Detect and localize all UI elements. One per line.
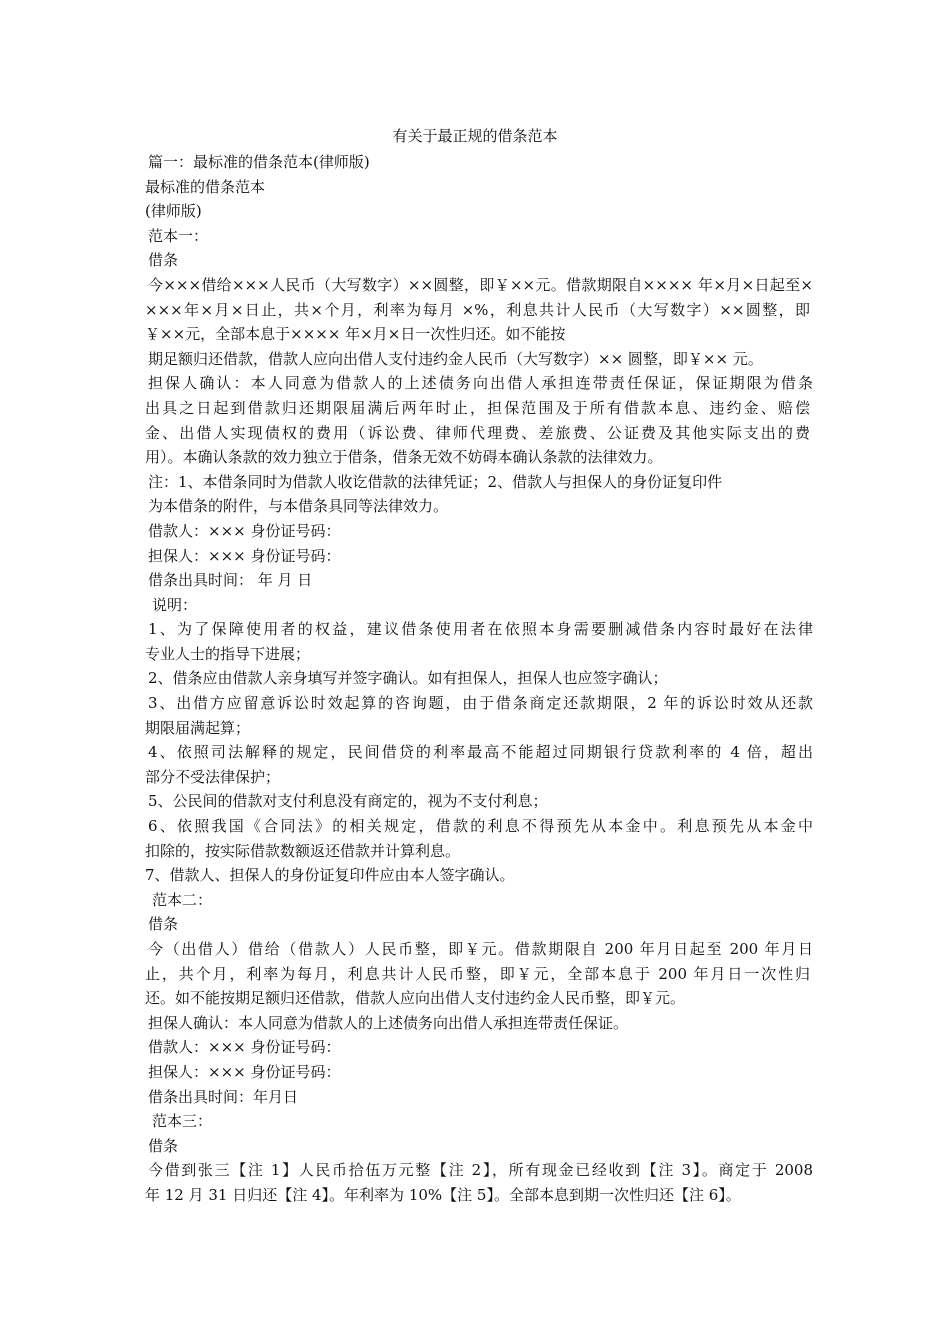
text-line: 借条: [148, 1136, 179, 1155]
text-line: 担保人确认：本人同意为借款人的上述债务向出借人承担连带责任保证。: [148, 1013, 629, 1032]
document-title: 有关于最正规的借条范本: [392, 127, 558, 145]
text-line: 止，共个月，利率为每月，利息共计人民币整，即￥元，全部本息于 200 年月日一次性归: [145, 964, 810, 983]
text-line: 2、借条应由借款人亲身填写并签字确认。如有担保人，担保人也应签字确认；: [148, 669, 668, 688]
text-line: 5、公民间的借款对支付利息没有商定的，视为不支付利息；: [148, 792, 548, 811]
text-line: 借条出具时间：年月日: [148, 1087, 299, 1106]
text-line: 1、为了保障使用者的权益，建议借条使用者在依照本身需要删减借条内容时最好在法律: [148, 620, 813, 639]
text-line: 范本一：: [148, 226, 209, 245]
text-line: 期足额归还借款，借款人应向出借人支付违约金人民币（大写数字）×× 圆整，即￥×× 元。: [148, 349, 763, 368]
text-line: 扣除的，按实际借款数额返还借款并计算利息。: [145, 841, 461, 860]
document-body: [145, 150, 815, 1208]
text-line: 今借到张三【注 1】人民币拾伍万元整【注 2】，所有现金已经收到【注 3】。商定于 2008: [148, 1161, 813, 1180]
text-line: 借条: [148, 251, 179, 270]
text-line: 今（出借人）借给（借款人）人民币整，即￥元。借款期限自 200 年月日起至 200 年月日: [148, 940, 813, 958]
text-line: (律师版): [145, 202, 202, 221]
text-line: 年 12 月 31 日归还【注 4】。年利率为 10%【注 5】。全部本息到期一次性归还【注 6】。: [145, 1185, 741, 1204]
text-line: 4、依照司法解释的规定，民间借贷的利率最高不能超过同期银行贷款利率的 4 倍，超出: [148, 743, 813, 762]
text-line: ×××年×月×日止，共×个月，利率为每月 ×%，利息共计人民币（大写数字）××圆整，即: [145, 300, 810, 319]
text-line: 借款人：××× 身份证号码：: [148, 521, 341, 540]
text-line: 为本借条的附件，与本借条具同等法律效力。: [148, 497, 449, 516]
text-line: 借条: [148, 915, 179, 934]
text-line: 范本三：: [152, 1112, 213, 1131]
text-line: 3、出借方应留意诉讼时效起算的咨询题，由于借条商定还款期限，2 年的诉讼时效从还款: [148, 694, 813, 713]
text-line: 担保人：××× 身份证号码：: [148, 1062, 341, 1081]
text-line: 借条出具时间： 年 月 日: [148, 571, 313, 590]
text-line: 担保人确认：本人同意为借款人的上述债务向出借人承担连带责任保证，保证期限为借条: [148, 374, 813, 393]
text-line: 7、借款人、担保人的身份证复印件应由本人签字确认。: [145, 866, 515, 885]
text-line: 专业人士的指导下进展；: [145, 644, 311, 663]
text-line: 篇一：最标准的借条范本(律师版): [148, 153, 370, 171]
text-line: 范本二：: [152, 890, 213, 909]
text-line: 6、依照我国《合同法》的相关规定，借款的利息不得预先从本金中。利息预先从本金中: [148, 817, 813, 836]
text-line: 注：1、本借条同时为借款人收讫借款的法律凭证；2、借款人与担保人的身份证复印件: [148, 472, 723, 491]
text-line: 今×××借给×××人民币（大写数字）××圆整，即￥××元。借款期限自×××× 年×月×日起至×: [148, 275, 813, 294]
text-line: 最标准的借条范本: [145, 177, 266, 196]
text-line: 部分不受法律保护；: [145, 767, 281, 786]
text-line: 金、出借人实现债权的费用（诉讼费、律师代理费、差旅费、公证费及其他实际支出的费: [145, 423, 810, 442]
text-line: 用）。本确认条款的效力独立于借条，借条无效不妨碍本确认条款的法律效力。: [145, 448, 663, 467]
text-line: 说明：: [152, 595, 198, 614]
text-line: 担保人：××× 身份证号码：: [148, 546, 341, 565]
text-line: 出具之日起到借款归还期限届满后两年时止，担保范围及于所有借款本息、违约金、赔偿: [145, 398, 810, 417]
text-line: 期限届满起算；: [145, 718, 251, 737]
text-line: 还。如不能按期足额归还借款，借款人应向出借人支付违约金人民币整，即￥元。: [145, 989, 686, 1008]
text-line: 借款人：××× 身份证号码：: [148, 1038, 341, 1057]
text-line: ￥××元，全部本息于×××× 年×月×日一次性归还。如不能按: [145, 325, 566, 344]
